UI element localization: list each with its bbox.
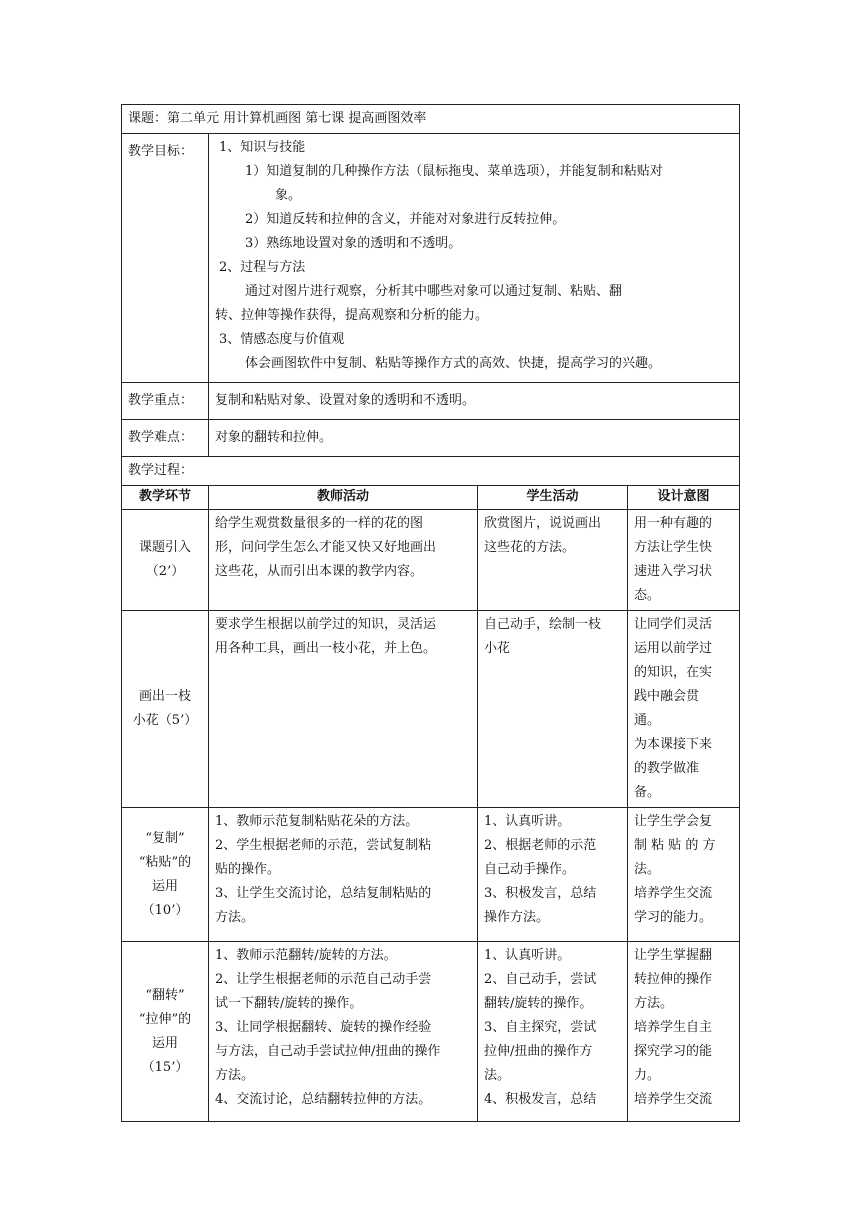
stage-cell — [122, 942, 209, 1122]
student-line: 4、积极发言，总结 — [484, 1092, 597, 1107]
student-line: 自己动手操作。 — [484, 862, 576, 877]
student-line: 1、认真听讲。 — [484, 948, 571, 963]
objective-section-2-text: 通过对图片进行观察，分析其中哪些对象可以通过复制、粘贴、翻 — [245, 284, 623, 299]
intent-line: 运用以前学过 — [634, 641, 713, 656]
lesson-plan-page — [121, 104, 739, 1122]
student-line: 2、根据老师的示范 — [484, 838, 597, 853]
teacher-line: 3、让同学根据翻转、旋转的操作经验 — [215, 1020, 432, 1035]
student-line: 2、自己动手，尝试 — [484, 972, 597, 987]
stage-line: （2’） — [145, 564, 185, 579]
teacher-line: 4、交流讨论，总结翻转拉伸的方法。 — [215, 1092, 432, 1107]
design-intent-cell — [628, 510, 740, 611]
intent-line: 培养学生自主 — [634, 1020, 713, 1035]
teacher-activity-cell — [209, 942, 478, 1122]
teacher-line: 试一下翻转/旋转的操作。 — [215, 996, 363, 1011]
student-line: 这些花的方法。 — [484, 540, 576, 555]
key-points-label: 教学重点： — [122, 383, 209, 420]
stage-line: 运用 — [151, 1035, 178, 1051]
stage-line: （10’） — [141, 902, 189, 918]
design-intent-cell — [628, 808, 740, 942]
teacher-line: 2、让学生根据老师的示范自己动手尝 — [215, 972, 432, 987]
objective-section-2-text-cont: 转、拉伸等操作获得，提高观察和分析的能力。 — [215, 308, 489, 323]
intent-line: 培养学生交流 — [634, 886, 713, 901]
intent-line: 速进入学习状 — [634, 564, 713, 579]
stage-cell — [122, 510, 209, 611]
intent-line: 转拉伸的操作 — [634, 972, 713, 987]
teacher-line: 2、学生根据老师的示范，尝试复制粘 — [215, 838, 432, 853]
objective-item-3: 3）熟练地设置对象的透明和不透明。 — [245, 236, 462, 251]
teacher-line: 要求学生根据以前学过的知识，灵活运 — [215, 617, 437, 632]
teacher-line: 用各种工具，画出一枝小花，并上色。 — [215, 641, 437, 656]
intent-line: 为本课接下来 — [634, 737, 713, 752]
stage-cell — [122, 611, 209, 808]
stage-line: 课题引入 — [138, 540, 191, 555]
objective-section-2-title: 2、过程与方法 — [219, 260, 306, 275]
intent-line: 法。 — [634, 862, 661, 877]
stage-line: “拉伸”的 — [138, 1011, 192, 1027]
intent-line: 通。 — [634, 713, 661, 728]
stage-line: “粘贴”的 — [138, 854, 192, 870]
intent-line: 培养学生交流 — [634, 1092, 713, 1107]
intent-line: 用一种有趣的 — [634, 516, 713, 531]
teacher-line: 3、让学生交流讨论，总结复制粘贴的 — [215, 886, 432, 901]
stage-line: 画出一枝 — [138, 689, 191, 704]
teacher-line: 给学生观赏数量很多的一样的花的图 — [215, 516, 424, 531]
teacher-line: 贴的操作。 — [215, 862, 281, 877]
student-line: 3、自主探究，尝试 — [484, 1020, 597, 1035]
student-activity-cell — [478, 611, 628, 808]
intent-line: 学习的能力。 — [634, 910, 713, 925]
teacher-activity-cell — [209, 510, 478, 611]
intent-line: 让同学们灵活 — [634, 617, 713, 632]
difficulties-label: 教学难点： — [122, 420, 209, 457]
header-intent: 设计意图 — [628, 486, 740, 510]
intent-line: 态。 — [634, 588, 661, 603]
header-stage: 教学环节 — [122, 486, 209, 510]
student-line: 3、积极发言，总结 — [484, 886, 597, 901]
lesson-plan-table — [121, 104, 740, 1122]
student-line: 欣赏图片，说说画出 — [484, 516, 602, 531]
key-points-text: 复制和粘贴对象、设置对象的透明和不透明。 — [209, 383, 740, 420]
objectives-content — [209, 134, 740, 383]
student-activity-cell — [478, 510, 628, 611]
intent-line: 让学生学会复 — [634, 814, 713, 829]
stage-line: （15’） — [141, 1059, 189, 1075]
teacher-line: 1、教师示范复制粘贴花朵的方法。 — [215, 814, 419, 829]
objectives-label: 教学目标： — [122, 134, 209, 383]
difficulties-text: 对象的翻转和拉伸。 — [209, 420, 740, 457]
student-activity-cell — [478, 808, 628, 942]
student-line: 1、认真听讲。 — [484, 814, 571, 829]
process-label: 教学过程： — [122, 457, 740, 486]
objective-item-2: 2）知道反转和拉伸的含义，并能对对象进行反转拉伸。 — [245, 212, 566, 227]
student-line: 拉伸/扭曲的操作方 — [484, 1044, 593, 1059]
design-intent-cell — [628, 942, 740, 1122]
intent-line: 方法让学生快 — [634, 540, 713, 555]
student-line: 操作方法。 — [484, 910, 550, 925]
intent-line: 的知识，在实 — [634, 665, 713, 680]
intent-line: 让学生掌握翻 — [634, 948, 713, 963]
teacher-line: 形，问问学生怎么才能又快又好地画出 — [215, 540, 437, 555]
student-line: 小花 — [484, 641, 511, 656]
objective-section-3-text: 体会画图软件中复制、粘贴等操作方式的高效、快捷，提高学习的兴趣。 — [245, 356, 662, 371]
intent-line: 践中融会贯 — [634, 689, 700, 704]
intent-line: 制 粘 贴 的 方 — [634, 838, 716, 853]
stage-cell — [122, 808, 209, 942]
stage-line: 小花（5’） — [132, 713, 198, 728]
lesson-title: 课题：第二单元 用计算机画图 第七课 提高画图效率 — [122, 105, 740, 134]
design-intent-cell — [628, 611, 740, 808]
teacher-line: 方法。 — [215, 910, 255, 925]
teacher-line: 1、教师示范翻转/旋转的方法。 — [215, 948, 397, 963]
objective-item-1: 1）知道复制的几种操作方法（鼠标拖曳、菜单选项），并能复制和粘贴对 — [245, 164, 663, 179]
intent-line: 的教学做准 — [634, 761, 700, 776]
header-student: 学生活动 — [478, 486, 628, 510]
header-teacher: 教师活动 — [209, 486, 478, 510]
objective-section-3-title: 3、情感态度与价值观 — [219, 332, 345, 347]
intent-line: 力。 — [634, 1068, 661, 1083]
stage-line: “翻转” — [145, 987, 185, 1003]
intent-line: 备。 — [634, 785, 661, 800]
teacher-line: 方法。 — [215, 1068, 255, 1083]
objective-section-1-title: 1、知识与技能 — [219, 140, 306, 155]
objective-item-1-cont: 象。 — [275, 188, 302, 203]
student-line: 翻转/旋转的操作。 — [484, 996, 593, 1011]
teacher-line: 与方法，自己动手尝试拉伸/扭曲的操作 — [215, 1044, 441, 1059]
intent-line: 方法。 — [634, 996, 674, 1011]
teacher-line: 这些花，从而引出本课的教学内容。 — [215, 564, 424, 579]
student-activity-cell — [478, 942, 628, 1122]
teacher-activity-cell — [209, 808, 478, 942]
student-line: 自己动手，绘制一枝 — [484, 617, 602, 632]
intent-line: 探究学习的能 — [634, 1044, 713, 1059]
teacher-activity-cell — [209, 611, 478, 808]
stage-line: 运用 — [151, 878, 178, 894]
student-line: 法。 — [484, 1068, 511, 1083]
stage-line: “复制” — [145, 830, 185, 846]
